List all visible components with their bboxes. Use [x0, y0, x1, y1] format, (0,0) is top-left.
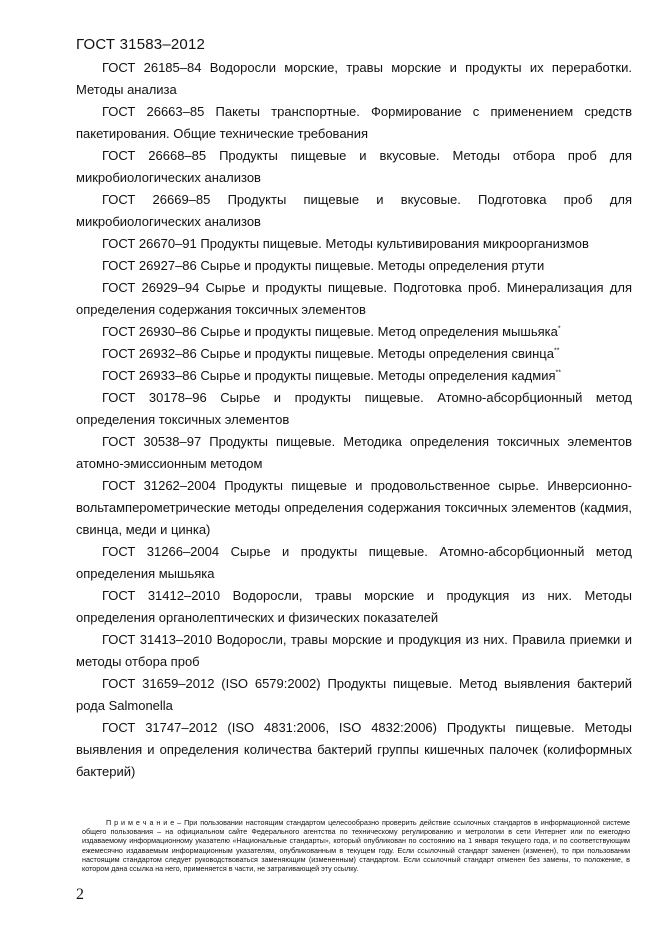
- reference-item: ГОСТ 31262–2004 Продукты пищевые и продовольственное сырье. Инверсионно-вольтамперометрические методы определения содержания токсичных элементов (кадмия, свинца, меди и цинка): [76, 478, 632, 537]
- reference-item: ГОСТ 26185–84 Водоросли морские, травы морские и продукты их переработки. Методы анализа: [76, 60, 632, 97]
- normative-references-list: [76, 57, 632, 783]
- reference-item: ГОСТ 26668–85 Продукты пищевые и вкусовые. Методы отбора проб для микробиологических анализов: [76, 148, 632, 185]
- reference-item: ГОСТ 26663–85 Пакеты транспортные. Формирование с применением средств пакетирования. Общие технические требования: [76, 104, 632, 141]
- note-label: П р и м е ч а н и е –: [106, 818, 182, 827]
- footnote-mark: *: [557, 325, 561, 333]
- reference-item: ГОСТ 26930–86 Сырье и продукты пищевые. Метод определения мышьяка*: [102, 324, 561, 339]
- reference-item: ГОСТ 31412–2010 Водоросли, травы морские и продукция из них. Методы определения органолептических и физических показателей: [76, 588, 632, 625]
- reference-item: ГОСТ 31413–2010 Водоросли, травы морские и продукция из них. Правила приемки и методы отбора проб: [76, 632, 632, 669]
- footnote-mark: **: [555, 369, 561, 377]
- reference-item: ГОСТ 31266–2004 Сырье и продукты пищевые. Атомно-абсорбционный метод определения мышьяка: [76, 544, 632, 581]
- page-number: 2: [76, 886, 84, 903]
- footnote-mark: **: [554, 347, 560, 355]
- document-header: ГОСТ 31583–2012: [76, 36, 206, 53]
- reference-item: ГОСТ 26932–86 Сырье и продукты пищевые. Методы определения свинца**: [102, 346, 560, 361]
- reference-item: ГОСТ 31747–2012 (ISO 4831:2006, ISO 4832:2006) Продукты пищевые. Методы выявления и определения количества бактерий группы кишечных палочек (колиформных бактерий): [76, 720, 632, 779]
- note-paragraph: [82, 818, 630, 873]
- reference-item: ГОСТ 26669–85 Продукты пищевые и вкусовые. Подготовка проб для микробиологических анализов: [76, 192, 632, 229]
- reference-item: ГОСТ 26933–86 Сырье и продукты пищевые. Методы определения кадмия**: [102, 368, 561, 383]
- note-text: При пользовании настоящим стандартом целесообразно проверить действие ссылочных стандартов в информационной системе общего пользования – на официальном сайте Федерального агентства по техническому регулированию и метрологии в сети Интернет или по ежегодно издаваемому информационному указателю «Национальные стандарты», который опубликован по состоянию на 1 января текущего года, и по соответствующим ежемесячно издаваемым информационным указателям, опубликованным в текущем году. Если ссылочный стандарт заменен (изменен), то при пользовании настоящим стандартом следует руководствоваться заменяющим (измененным) стандартом. Если ссылочный стандарт отменен без замены, то положение, в котором дана ссылка на него, применяется в части, не затрагивающей эту ссылку.: [82, 818, 630, 874]
- reference-item: ГОСТ 26670–91 Продукты пищевые. Методы культивирования микроорганизмов: [102, 236, 589, 251]
- reference-item: ГОСТ 26929–94 Сырье и продукты пищевые. Подготовка проб. Минерализация для определения содержания токсичных элементов: [76, 280, 632, 317]
- reference-item: ГОСТ 30538–97 Продукты пищевые. Методика определения токсичных элементов атомно-эмиссионным методом: [76, 434, 632, 471]
- reference-item: ГОСТ 31659–2012 (ISO 6579:2002) Продукты пищевые. Метод выявления бактерий рода Salmonella: [76, 676, 632, 713]
- reference-item: ГОСТ 26927–86 Сырье и продукты пищевые. Методы определения ртути: [102, 258, 545, 273]
- reference-item: ГОСТ 30178–96 Сырье и продукты пищевые. Атомно-абсорбционный метод определения токсичных элементов: [76, 390, 632, 427]
